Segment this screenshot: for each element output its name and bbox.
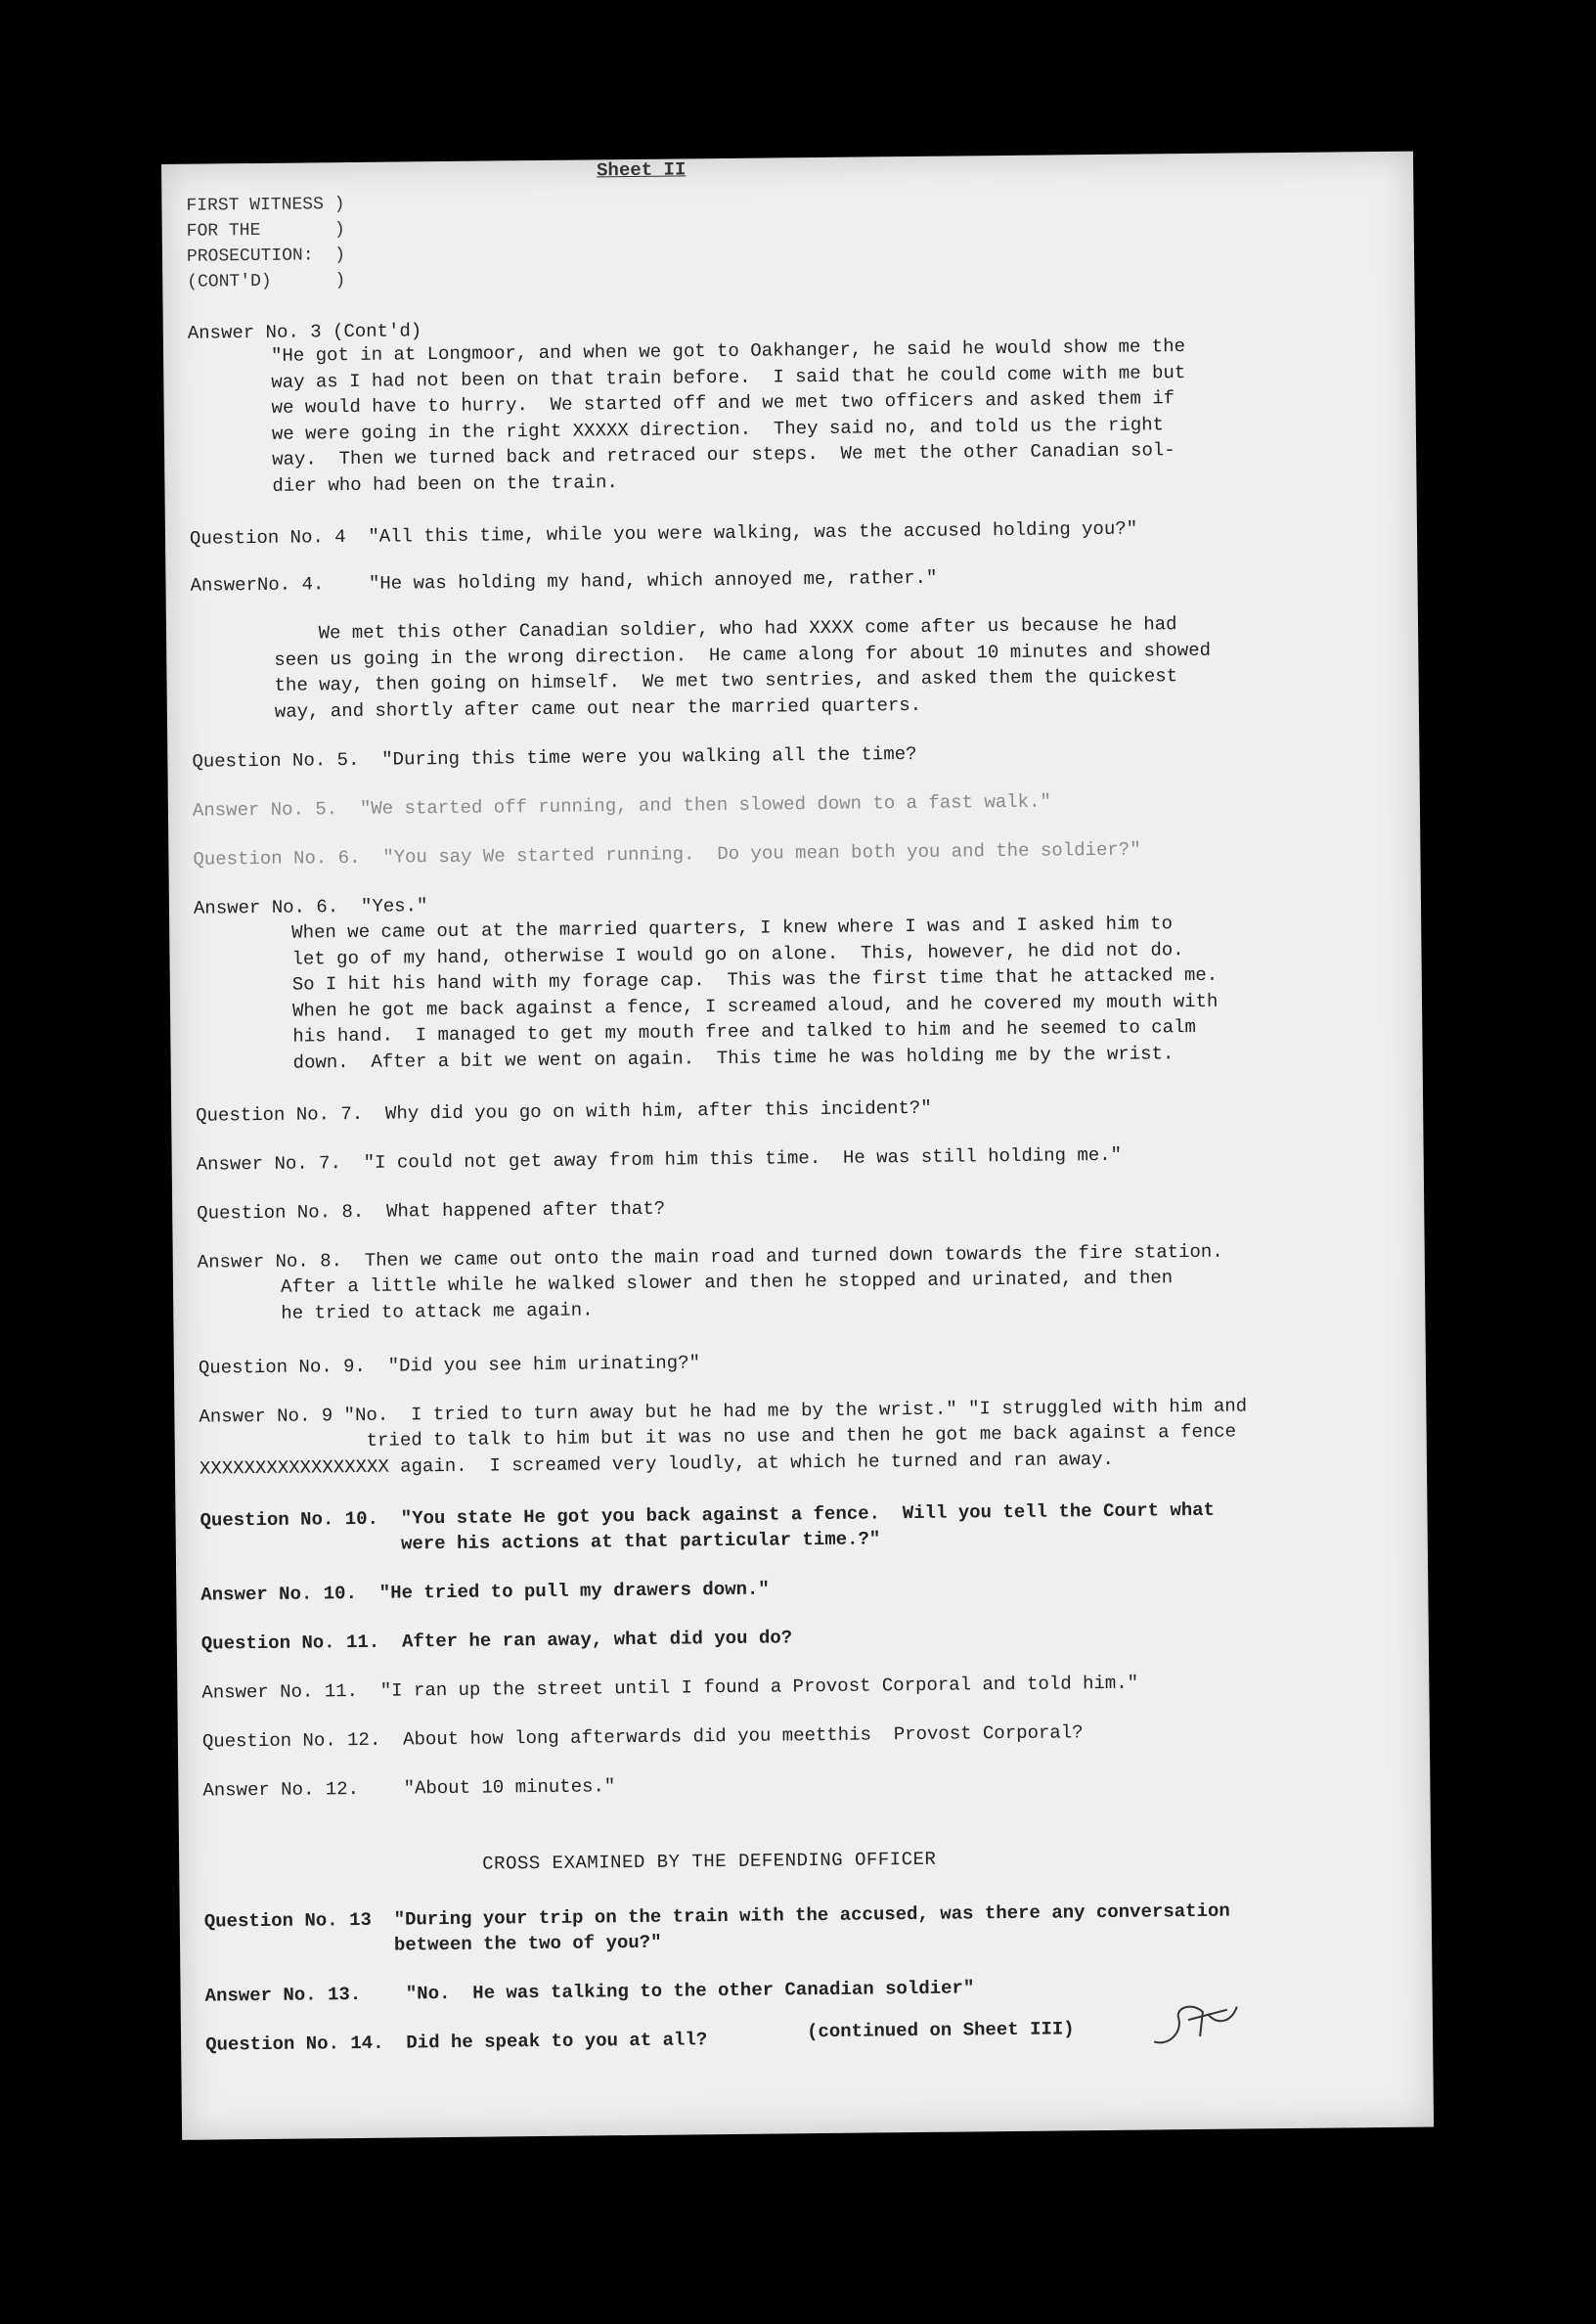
text-line: When he got me back against a fence, I screamed aloud, and he covered my mouth with [291, 990, 1219, 1022]
text-line: his hand. I managed to get my mouth free and talked to him and he seemed to calm [292, 1015, 1196, 1048]
question-12: Question No. 12. About how long afterwards did you meetthis Provost Corporal? [201, 1721, 1084, 1753]
text-line: let go of my hand, otherwise I would go on alone. This, however, he did not do. [291, 938, 1184, 970]
answer-9-text [200, 1419, 1237, 1482]
answer-6-text [291, 911, 1219, 1076]
cross-examination-heading: CROSS EXAMINED BY THE DEFENDING OFFICER [482, 1848, 937, 1875]
continued-note: (continued on Sheet III) [806, 2018, 1075, 2043]
header-line: FIRST WITNESS ) [186, 195, 345, 216]
answer-3-text [271, 334, 1187, 499]
answer-13: Answer No. 13. "No. He was talking to the other Canadian soldier" [204, 1977, 975, 2007]
text-line: the way, then going on himself. We met two sentries, and asked them the quickest [274, 665, 1178, 696]
signature-mark [1149, 1992, 1243, 2052]
answer-5: Answer No. 5. "We started off running, and then slowed down to a fast walk." [192, 790, 1051, 822]
answer-7: Answer No. 7. "I could not get away from him this time. He was still holding me." [196, 1143, 1123, 1176]
text-line: dier who had been on the train. [272, 470, 619, 497]
text-line: down. After a bit we went on again. This time he was holding me by the wrist. [292, 1042, 1175, 1074]
answer-8: Answer No. 8. Then we came out onto the main road and turned down towards the fire station. [197, 1240, 1223, 1274]
text-line: he tried to attack me again. [281, 1298, 594, 1324]
answer-4-text [274, 611, 1212, 725]
text-line: When we came out at the married quarters, I knew where I was and I asked him to [291, 913, 1174, 944]
question-9: Question No. 9. "Did you see him urinating?" [198, 1352, 701, 1379]
text-line: XXXXXXXXXXXXXXXXX again. I screamed very loudly, at which he turned and ran away. [199, 1448, 1114, 1480]
text-line: "He got in at Longmoor, and when we got to Oakhanger, he said he would show me the [270, 335, 1186, 367]
text-line: we were going in the right XXXXX direction. They said no, and told us the right [271, 413, 1165, 445]
answer-12: Answer No. 12. "About 10 minutes." [202, 1775, 616, 1802]
answer-9: Answer No. 9 "No. I tried to turn away but he had me by the wrist." "I struggled with him and [199, 1395, 1248, 1428]
answer-10: Answer No. 10. "He tried to pull my drawers down." [200, 1578, 770, 1606]
answer-8-text [281, 1265, 1174, 1326]
question-10-cont: were his actions at that particular time.?" [200, 1528, 881, 1557]
question-5: Question No. 5. "During this time were you walking all the time? [192, 742, 917, 773]
text-line: way. Then we turned back and retraced our steps. We met the other Canadian sol- [272, 439, 1175, 470]
question-8: Question No. 8. What happened after that? [197, 1197, 666, 1225]
question-10: Question No. 10. "You state He got you back against a fence. Will you tell the Court what [200, 1498, 1216, 1532]
answer-6: Answer No. 6. "Yes." [193, 895, 428, 919]
text-line: way, and shortly after came out near the married quarters. [274, 693, 922, 723]
text-line: We met this other Canadian soldier, who had XXXX come after us because he had [273, 613, 1177, 645]
header-line: (CONT'D) ) [187, 271, 346, 292]
witness-header [186, 192, 345, 295]
question-6: Question No. 6. "You say We started running. Do you mean both you and the soldier?" [193, 838, 1141, 871]
header-line: FOR THE ) [186, 220, 345, 242]
question-11: Question No. 11. After he ran away, what did you do? [200, 1627, 793, 1655]
question-4: Question No. 4 "All this time, while you were walking, was the accused holding you?" [189, 517, 1138, 550]
question-7: Question No. 7. Why did you go on with him, after this incident?" [196, 1096, 932, 1127]
text-line: tried to talk to him but it was no use and then he got me back against a fence [199, 1420, 1237, 1453]
text-line: So I hit his hand with my forage cap. This was the first time that he attacked me. [291, 963, 1219, 996]
answer-11: Answer No. 11. "I ran up the street until I found a Provost Corporal and told him." [201, 1672, 1139, 1704]
sheet-title: Sheet II [596, 158, 687, 182]
question-13: Question No. 13 "During your trip on the train with the accused, was there any conversation [203, 1899, 1230, 1933]
question-14: Question No. 14. Did he speak to you at all? [205, 2029, 708, 2056]
answer-3-label: Answer No. 3 (Cont'd) [187, 320, 422, 344]
header-line: PROSECUTION: ) [186, 246, 346, 267]
text-line: seen us going in the wrong direction. He came along for about 10 minutes and showed [274, 639, 1212, 671]
text-line: we would have to hurry. We started off and we met two officers and asked them if [271, 387, 1175, 419]
answer-4: AnswerNo. 4. "He was holding my hand, which annoyed me, rather." [190, 566, 938, 597]
document-sheet [161, 152, 1434, 2140]
text-line: way as I had not been on that train before. I said that he could come with me but [271, 361, 1186, 393]
question-13-cont: between the two of you?" [203, 1931, 662, 1958]
text-line: After a little while he walked slower and then he stopped and urinated, and then [280, 1267, 1174, 1298]
